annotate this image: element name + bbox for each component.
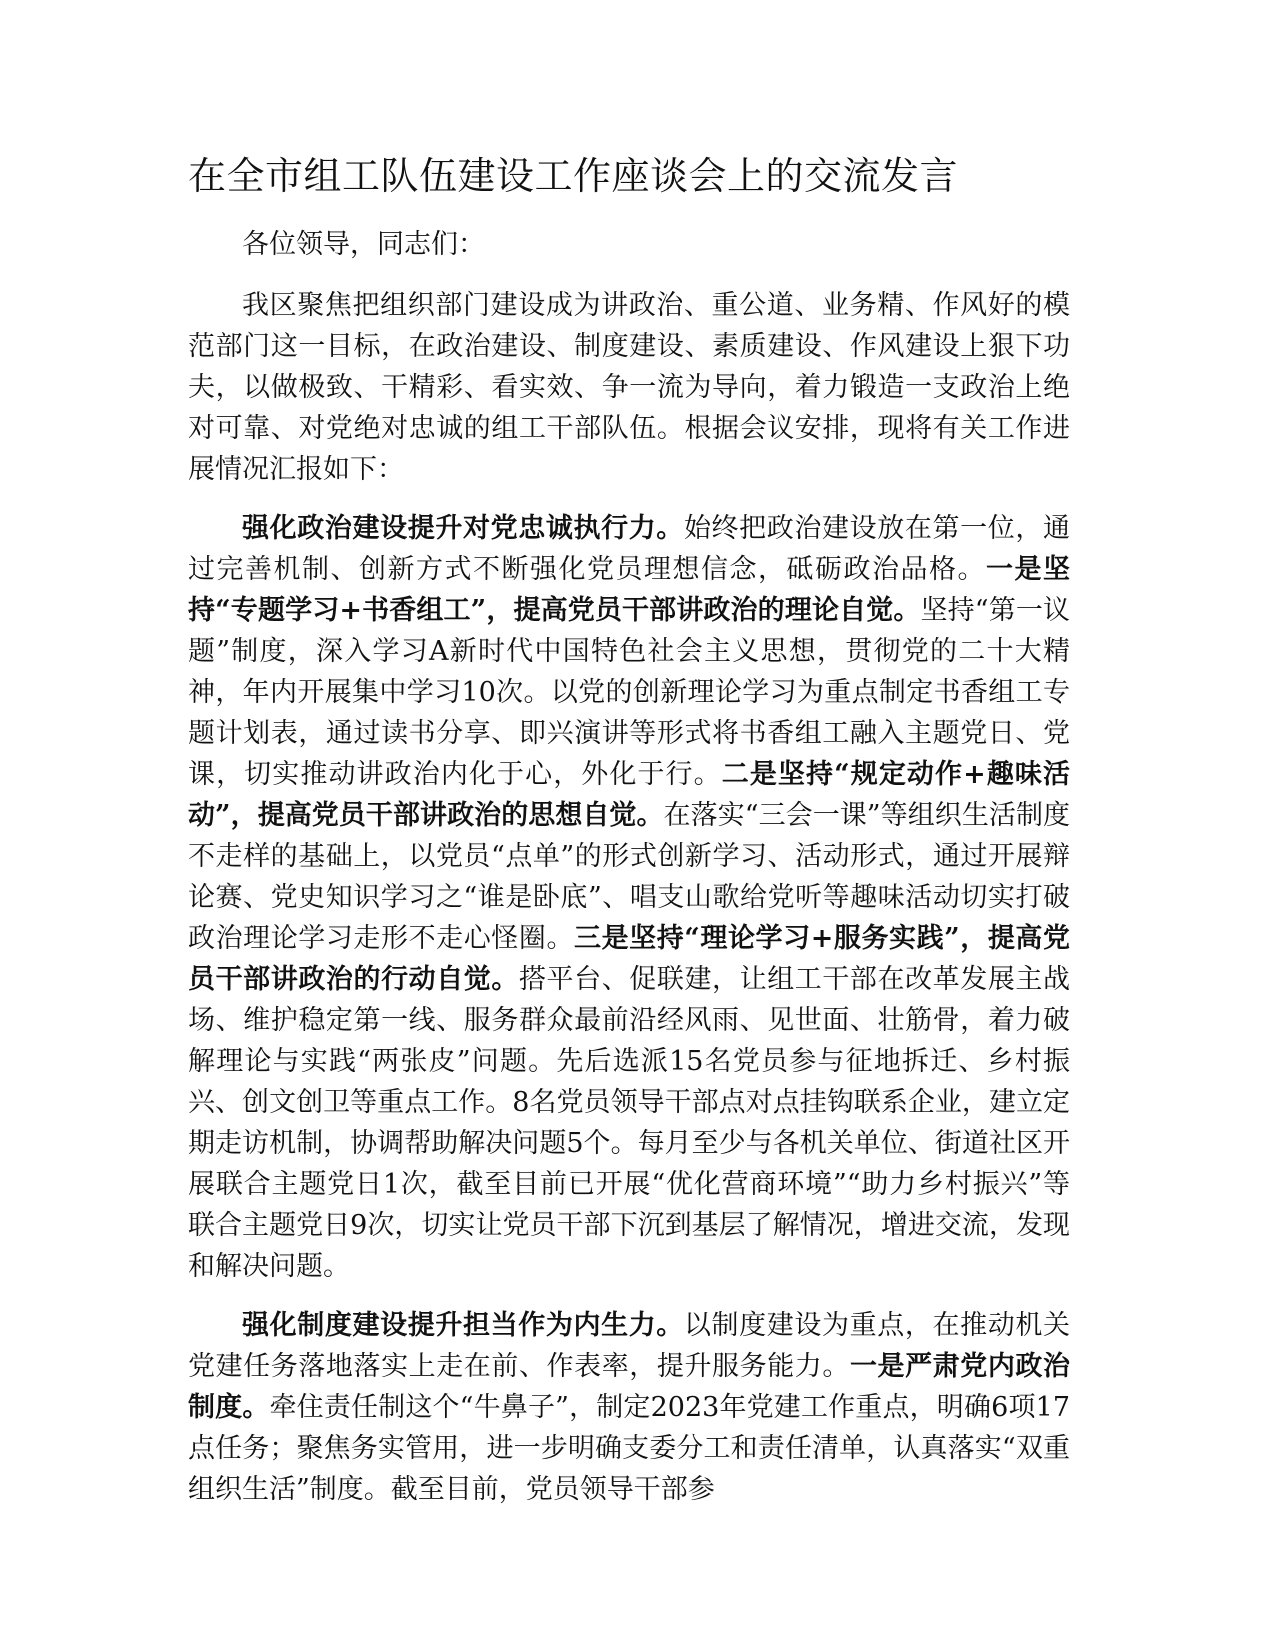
section-system-paragraph (188, 1305, 1070, 1510)
point-title: 一是严肃党内政治制度。 (188, 1351, 1071, 1423)
point-title: 三是坚持“理论学习+服务实践”，提高党员干部讲政治的行动自觉。 (188, 923, 1070, 995)
section-lead: 以制度建设为重点，在推动机关党建任务落地落实上走在前、作表率，提升服务能力。 (188, 1310, 1071, 1382)
point-title: 一是坚持“专题学习+书香组工”，提高党员干部讲政治的理论自觉。 (188, 554, 1070, 626)
section-political-paragraph (188, 508, 1070, 1287)
section-heading: 强化制度建设提升担当作为内生力。 (242, 1310, 684, 1341)
point-title: 二是坚持“规定动作+趣味活动”，提高党员干部讲政治的思想自觉。 (188, 759, 1071, 831)
document-title: 在全市组工队伍建设工作座谈会上的交流发言 (188, 154, 959, 198)
section-heading: 强化政治建设提升对党忠诚执行力。 (242, 513, 684, 544)
section-lead: 始终把政治建设放在第一位，通过完善机制、创新方式不断强化党员理想信念，砥砺政治品格。 (188, 513, 1071, 585)
document-page (188, 150, 1070, 1528)
point-text: 坚持“第一议题”制度，深入学习A新时代中国特色社会主义思想，贯彻党的二十大精神，年内开展集中学习10次。以党的创新理论学习为重点制定书香组工专题计划表，通过读书分享、即兴演讲等形式将书香组工融入主题党日、党课，切实推动讲政治内化于心，外化于行。 (188, 595, 1071, 790)
intro-paragraph: 我区聚焦把组织部门建设成为讲政治、重公道、业务精、作风好的模范部门这一目标，在政治建设、制度建设、素质建设、作风建设上狠下功夫，以做极致、干精彩、看实效、争一流为导向，着力锻造一支政治上绝对可靠、对党绝对忠诚的组工干部队伍。根据会议安排，现将有关工作进展情况汇报如下： (188, 290, 1070, 485)
point-text: 牵住责任制这个“牛鼻子”，制定2023年党建工作重点，明确6项17点任务；聚焦务实管用，进一步明确支委分工和责任清单，认真落实“双重组织生活”制度。截至目前，党员领导干部参 (188, 1392, 1070, 1505)
point-text: 搭平台、促联建，让组工干部在改革发展主战场、维护稳定第一线、服务群众最前沿经风雨、见世面、壮筋骨，着力破解理论与实践“两张皮”问题。先后选派15名党员参与征地拆迁、乡村振兴、创文创卫等重点工作。8名党员领导干部点对点挂钩联系企业，建立定期走访机制，协调帮助解决问题5个。每月至少与各机关单位、街道社区开展联合主题党日1次，截至目前已开展“优化营商环境”“助力乡村振兴”等联合主题党日9次，切实让党员干部下沉到基层了解情况，增进交流，发现和解决问题。 (188, 964, 1071, 1282)
point-text: 在落实“三会一课”等组织生活制度不走样的基础上，以党员“点单”的形式创新学习、活动形式，通过开展辩论赛、党史知识学习之“谁是卧底”、唱支山歌给党听等趣味活动切实打破政治理论学习走形不走心怪圈。 (188, 800, 1070, 954)
greeting: 各位领导，同志们： (242, 229, 485, 260)
